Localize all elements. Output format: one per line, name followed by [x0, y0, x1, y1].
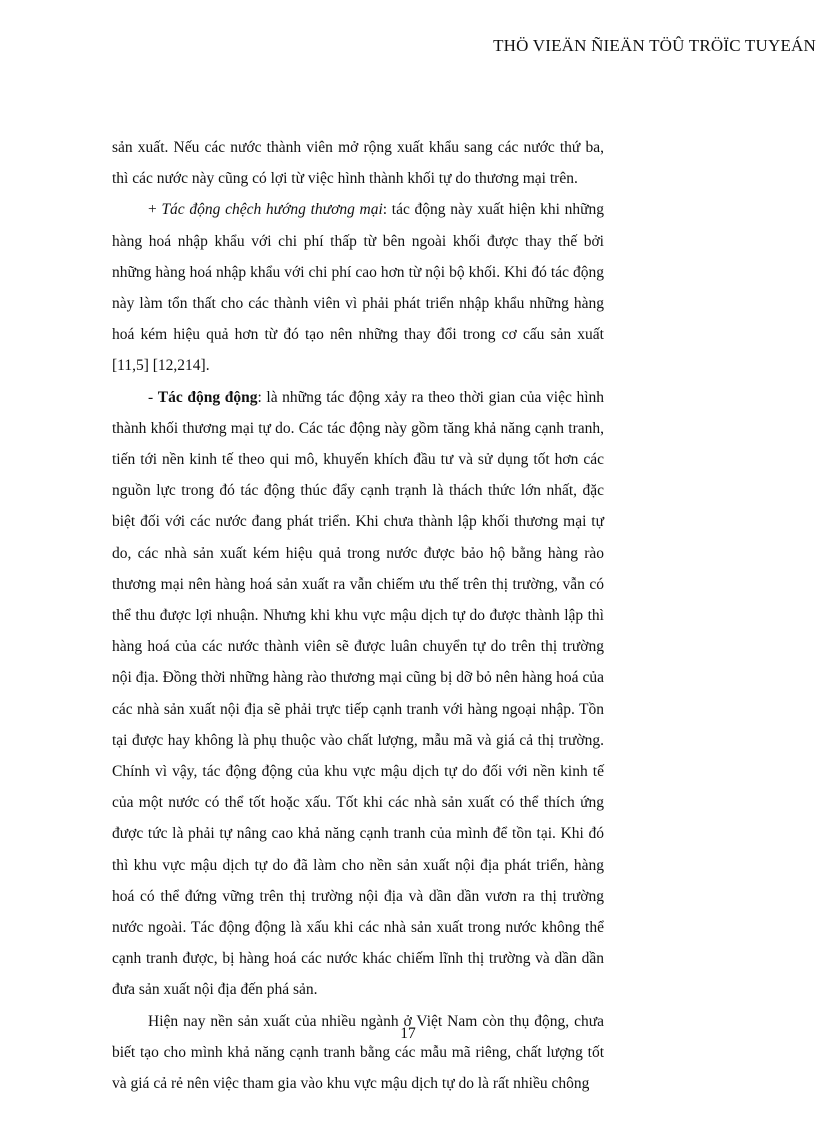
paragraph-4: Hiện nay nền sản xuất của nhiều ngành ở Việt Nam còn thụ động, chưa biết tạo cho mình khả năng cạnh tranh bằng các mẫu mã riêng, chất lượng tốt và giá cả rẻ nên việc tham gia vào khu vực mậu dịch tự do là rất nhiều chông	[112, 1012, 604, 1093]
term-dynamic-effects: Tác động động	[157, 388, 258, 406]
running-header: THÖ VIEÄN ÑIEÄN TÖÛ TRÖÏC TUYEÁN	[493, 36, 816, 55]
paragraph-1: sản xuất. Nếu các nước thành viên mở rộng xuất khẩu sang các nước thứ ba, thì các nước này cũng có lợi từ việc hình thành khối tự do thương mại trên.	[112, 139, 604, 188]
paragraph-2-prefix: +	[148, 201, 162, 219]
paragraph-3	[112, 382, 604, 1006]
paragraph-2-text: : tác động này xuất hiện khi những hàng hoá nhập khẩu với chi phí thấp từ bên ngoài khối được thay thế bởi những hàng hoá nhập khẩu với chi phí cao hơn từ nội bộ khối. Khi đó tác động này làm tổn thất cho các thành viên vì phải phát triển nhập khẩu những hàng hoá kém hiệu quả hơn từ đó tạo nên những thay đổi trong cơ cấu sản xuất [11,5] [12,214].	[112, 201, 604, 375]
term-trade-diversion: Tác động chệch hướng thương mại	[161, 201, 383, 219]
paragraph-3-prefix: -	[148, 388, 158, 406]
document-body	[112, 132, 604, 1099]
paragraph-2	[112, 194, 604, 381]
page-number: 17	[400, 1025, 416, 1042]
paragraph-3-text: : là những tác động xảy ra theo thời gian của việc hình thành khối thương mại tự do. Các tác động này gồm tăng khả năng cạnh tranh, tiến tới nền kinh tế theo qui mô, khuyến khích đầu tư và sử dụng tốt hơn các nguồn lực trong đó tác động thúc đẩy cạnh trạnh là thách thức lớn nhất, đặc biệt đối với các nước đang phát triển. Khi chưa thành lập khối thương mại tự do, các nhà sản xuất kém hiệu quả trong nước được bảo hộ bằng hàng rào thương mại nên hàng hoá sản xuất ra vẫn chiếm ưu thế trên thị trường, vẫn có thể thu được lợi nhuận. Nhưng khi khu vực mậu dịch tự do được thành lập thì hàng hoá của các nước thành viên sẽ được luân chuyển tự do trên thị trường nội địa. Đồng thời những hàng rào thương mại cũng bị dỡ bỏ nên hàng hoá của các nhà sản xuất nội địa sẽ phải trực tiếp cạnh tranh với hàng ngoại nhập. Tồn tại được hay không là phụ thuộc vào chất lượng, mẫu mã và giá cả thị trường. Chính vì vậy, tác động động của khu vực mậu dịch tự do đối với nền kinh tế của một nước có thể tốt hoặc xấu. Tốt khi các nhà sản xuất có thể thích ứng được tức là phải tự nâng cao khả năng cạnh tranh của mình để tồn tại. Khi đó thì khu vực mậu dịch tự do đã làm cho nền sản xuất nội địa phát triển, hàng hoá có thể đứng vững trên thị trường nội địa và dần dần vươn ra thị trường nước ngoài. Tác động động là xấu khi các nhà sản xuất trong nước không thể cạnh tranh được, bị hàng hoá các nước khác chiếm lĩnh thị trường và dần dần đưa sản xuất nội địa đến phá sản.	[112, 388, 604, 999]
